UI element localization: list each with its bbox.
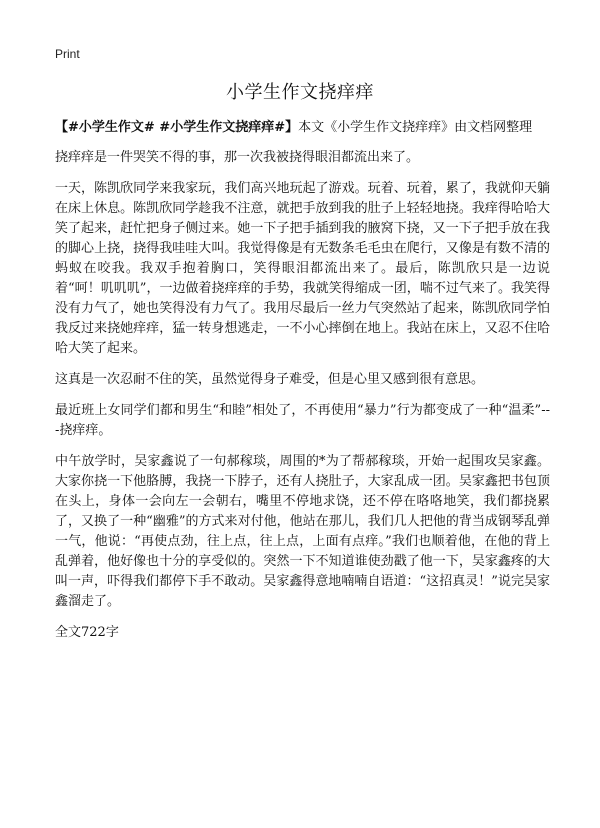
paragraph: 一天，陈凯欣同学来我家玩，我们高兴地玩起了游戏。玩着、玩着，累了，我就仰天躺在床上休息。陈凯欣同学趁我不注意，就把手放到我的肚子上轻轻地挠。我痒得哈哈大笑了起来，赶忙把身子侧过来。她一下子把手插到我的腋窝下挠，又一下子把手放在我的脚心上挠，挠得我哇哇大叫。我觉得像是有无数条毛毛虫在爬行，又像是有数不清的蚂蚁在咬我。我双手抱着胸口，笑得眼泪都流出来了。最后，陈凯欣只是一边说着“呵！叽叽叽”，一边做着挠痒痒的手势，我就笑得缩成一团，喘不过气来了。我笑得没有力气了，她也笑得没有力气了。我用尽最后一丝力气突然站了起来，陈凯欣同学怕我反过来挠她痒痒，猛一转身想逃走，一不小心摔倒在地上。我站在床上，又忍不住哈哈大笑了起来。 <box>55 181 550 356</box>
meta-tags: 【#小学生作文# #小学生作文挠痒痒#】 <box>55 120 299 135</box>
article-meta <box>55 118 550 138</box>
paragraph: 中午放学时，吴家鑫说了一句郝稼琰，周围的*为了帮郝稼琰，开始一起围攻吴家鑫。大家你挠一下他胳膊，我挠一下脖子，还有人挠肚子，大家乱成一团。吴家鑫把书包顶在头上，身体一会向左一会朝右，嘴里不停地求饶，还不停在咯咯地笑，我们都挠累了，又换了一种“幽雅”的方式来对付他，他站在那儿，我们几人把他的背当成钢琴乱弹一气，他说：“再使点劲，往上点，往上点，上面有点痒。”我们也顺着他，在他的背上乱弹着，他好像也十分的享受似的。突然一下不知道谁使劲戳了他一下，吴家鑫疼的大叫一声，吓得我们都停下手不敢动。吴家鑫得意地喃喃自语道：“这招真灵！”说完吴家鑫溜走了。 <box>55 454 550 609</box>
print-link[interactable]: Print <box>55 47 80 61</box>
meta-source: 本文《小学生作文挠痒痒》由文档网整理 <box>298 120 533 135</box>
paragraph: 挠痒痒是一件哭笑不得的事，那一次我被挠得眼泪都流出来了。 <box>55 150 420 165</box>
paragraph: 这真是一次忍耐不住的笑，虽然觉得身子难受，但是心里又感到很有意思。 <box>55 372 485 387</box>
paragraph: 最近班上女同学们都和男生“和睦”相处了，不再使用“暴力”行为都变成了一种“温柔”---挠痒痒。 <box>55 403 550 438</box>
word-count: 全文722字 <box>55 625 119 640</box>
page-title: 小学生作文挠痒痒 <box>226 82 374 103</box>
article-body <box>55 118 550 643</box>
